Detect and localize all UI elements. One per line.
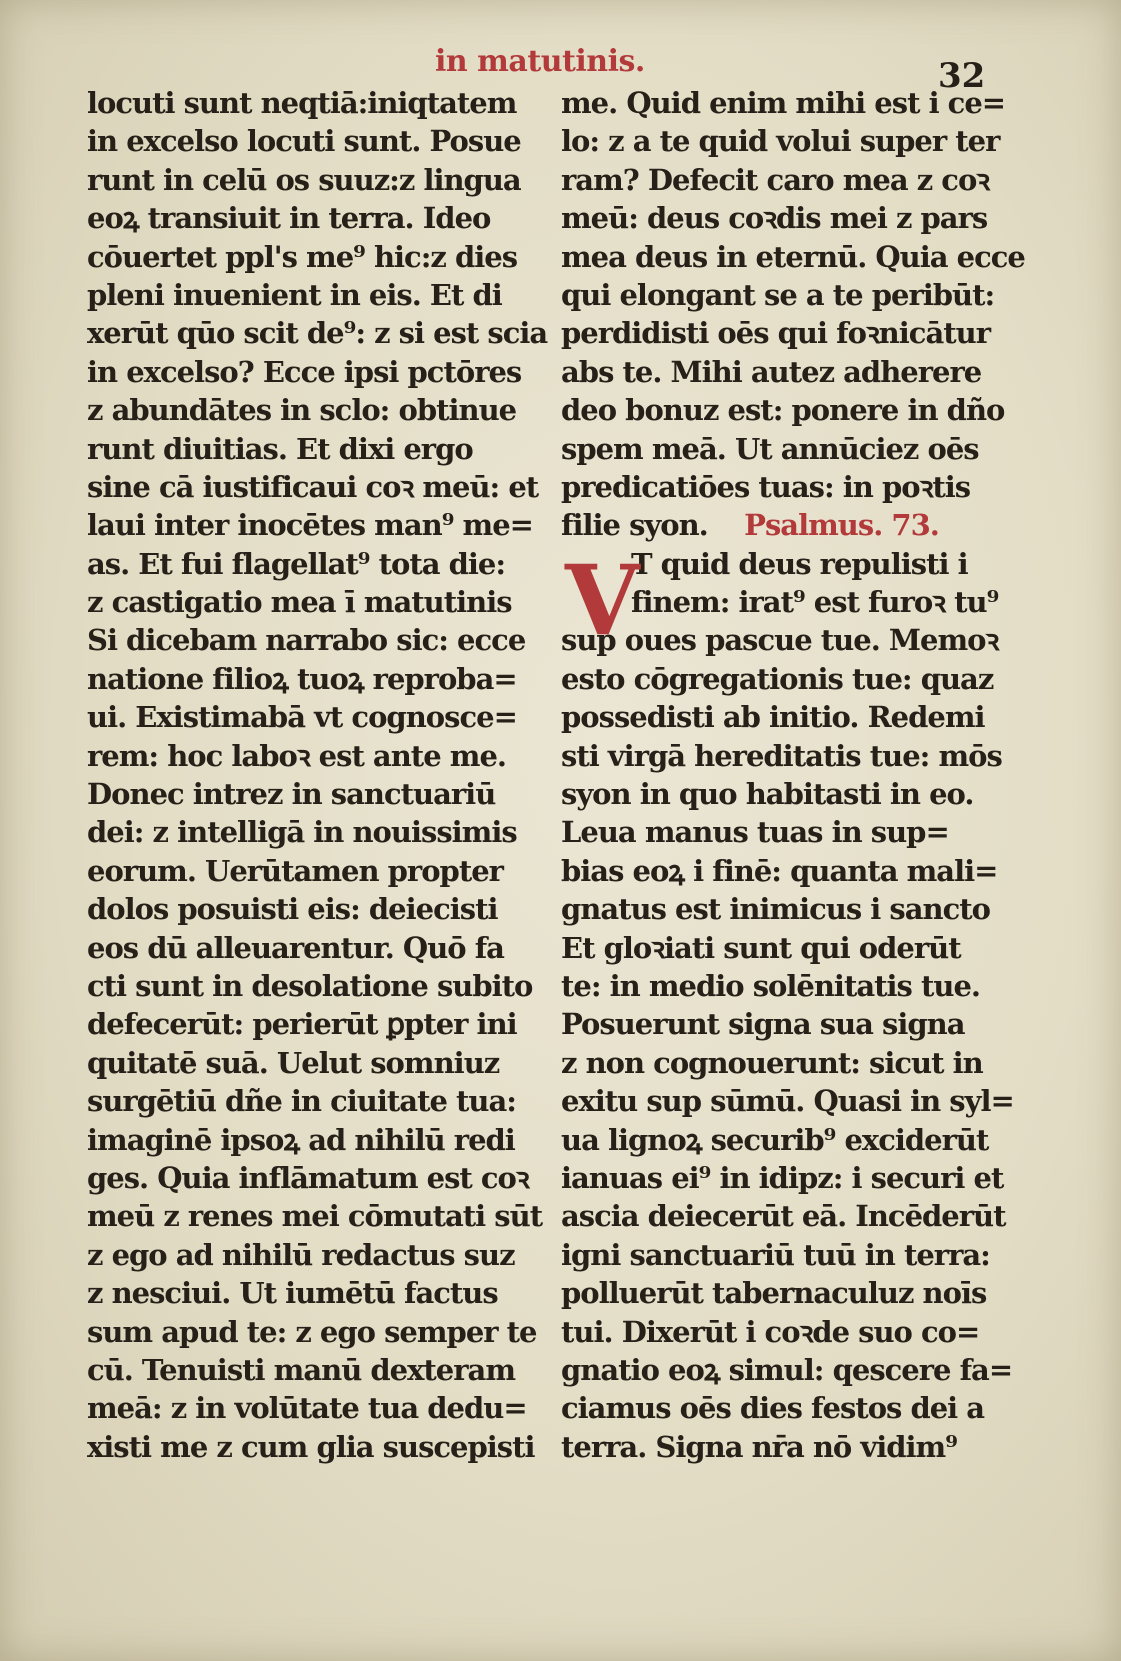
text-line: z ego ad nihilū redactus suz [87, 1237, 515, 1272]
text-line: qui elongant se a te peribūt: [561, 277, 995, 312]
text-line: runt in celū os suuz:z lingua [87, 162, 521, 197]
text-line: laui inter inocētes man⁹ me= [87, 508, 533, 543]
psalm-heading: Psalmus. 73. [716, 508, 939, 543]
text-line: meū z renes mei cōmutati sūt [87, 1199, 543, 1234]
text-line: lo: z a te quid volui super ter [561, 124, 1000, 159]
text-line: xerūt qūo scit de⁹: z si est scia [87, 316, 548, 351]
text-line: polluerūt tabernaculuz noīs [561, 1276, 987, 1311]
text-line: quitatē suā. Uelut somniuz [87, 1045, 500, 1080]
text-line: z nesciui. Ut iumētū factus [87, 1276, 498, 1311]
text-line: finem: irat⁹ est furoꝛ tu⁹ [631, 585, 999, 620]
text-line: gnatus est inimicus i sancto [561, 892, 991, 927]
text-line: in excelso? Ecce ipsi pctōres [87, 354, 522, 389]
text-line: dolos posuisti eis: deiecisti [87, 892, 498, 927]
text-line: locuti sunt neqtiā:iniqtatem [87, 86, 517, 120]
text-line: tui. Dixerūt i coꝛde suo co= [561, 1314, 980, 1349]
text-line: cū. Tenuisti manū dexteram [87, 1352, 516, 1387]
text-line: possedisti ab initio. Redemi [561, 700, 985, 735]
text-line [561, 506, 1021, 544]
text-line: perdidisti oēs qui foꝛnicātur [561, 316, 990, 351]
text-line: ui. Existimabā vt cognosce= [87, 700, 517, 735]
text-line: syon in quo habitasti in eo. [561, 777, 974, 812]
text-line: ua lignoꝝ securib⁹ exciderūt [561, 1122, 989, 1157]
text-line: igni sanctuariū tuū in terra: [561, 1237, 990, 1272]
text-line: ram? Defecit caro mea z coꝛ [561, 162, 990, 197]
text-line: abs te. Mihi autez adherere [561, 354, 982, 389]
text-line: bias eoꝝ i finē: quanta mali= [561, 853, 998, 888]
text-line: meū: deus coꝛdis mei z pars [561, 201, 988, 236]
text-line: ges. Quia inflāmatum est coꝛ [87, 1160, 529, 1195]
text-line: ianuas ei⁹ in idipz: i securi et [561, 1160, 1004, 1195]
text-line: eoꝝ transiuit in terra. Ideo [87, 201, 491, 236]
text-line: meā: z in volūtate tua dedu= [87, 1391, 527, 1426]
text-line: as. Et fui flagellat⁹ tota die: [87, 546, 506, 581]
text-line: mea deus in eternū. Quia ecce [561, 239, 1025, 274]
text-line: pleni inuenient in eis. Et di [87, 277, 502, 312]
right-column [561, 84, 1025, 1466]
text-line: z castigatio mea ī matutinis [87, 585, 512, 620]
text-line: rem: hoc laboꝛ est ante me. [87, 738, 506, 773]
text-line: Donec intrez in sanctuariū [87, 777, 496, 812]
text-line: xisti me z cum glia suscepisti [87, 1429, 535, 1464]
text-line: cti sunt in desolatione subito [87, 968, 533, 1003]
text-line: te: in medio solēnitatis tue. [561, 968, 980, 1003]
text-line: ciamus oēs dies festos dei a [561, 1391, 985, 1426]
text-line: Si dicebam narrabo sic: ecce [87, 623, 526, 658]
text-segment: filie syon. [561, 508, 717, 543]
decorated-initial: V [565, 544, 640, 657]
text-line: dei: z intelligā in nouissimis [87, 815, 517, 850]
text-line: eorum. Uerūtamen propter [87, 853, 503, 888]
text-line: Posuerunt signa sua signa [561, 1007, 965, 1042]
text-line: terra. Signa nr̄a nō vidim⁹ [561, 1429, 957, 1464]
left-column [87, 84, 548, 1466]
running-head: in matutinis. [435, 44, 645, 79]
text-line: eos dū alleuarentur. Quō fa [87, 930, 504, 965]
text-line: sum apud te: z ego semper te [87, 1314, 537, 1349]
text-line: in excelso locuti sunt. Posue [87, 124, 521, 159]
text-line: spem meā. Ut annūciez oēs [561, 431, 979, 466]
text-line: esto cōgregationis tue: quaz [561, 661, 994, 696]
text-line: natione filioꝝ tuoꝝ reproba= [87, 661, 517, 696]
text-line: cōuertet ppl's me⁹ hic:z dies [87, 239, 518, 274]
text-line: exitu sup sūmū. Quasi in syl= [561, 1084, 1014, 1119]
text-line: T quid deus repulisti i [631, 546, 968, 581]
text-line: predicatiōes tuas: in poꝛtis [561, 469, 971, 504]
text-line: gnatio eoꝝ simul: qescere fa= [561, 1352, 1013, 1387]
text-line: Et gloꝛiati sunt qui oderūt [561, 930, 961, 965]
text-line: deo bonuz est: ponere in dño [561, 393, 1005, 428]
folio-number: 32 [938, 56, 986, 96]
text-line: surgētiū dñe in ciuitate tua: [87, 1084, 516, 1119]
text-line: Leua manus tuas in sup= [561, 815, 949, 850]
text-line: sup oues pascue tue. Memoꝛ [561, 623, 999, 658]
text-line: sti virgā hereditatis tue: mōs [561, 738, 1002, 773]
text-line: imaginē ipsoꝝ ad nihilū redi [87, 1122, 515, 1157]
text-line: ascia deiecerūt eā. Incēderūt [561, 1199, 1006, 1234]
text-line: z non cognouerunt: sicut in [561, 1045, 983, 1080]
text-line: z abundātes in sclo: obtinue [87, 393, 517, 428]
text-line: me. Quid enim mihi est i ce= [561, 86, 1006, 120]
text-line: defecerūt: perierūt ꝑpter ini [87, 1007, 517, 1042]
text-line: runt diuitias. Et dixi ergo [87, 431, 473, 466]
text-line: sine cā iustificaui coꝛ meū: et [87, 469, 539, 504]
